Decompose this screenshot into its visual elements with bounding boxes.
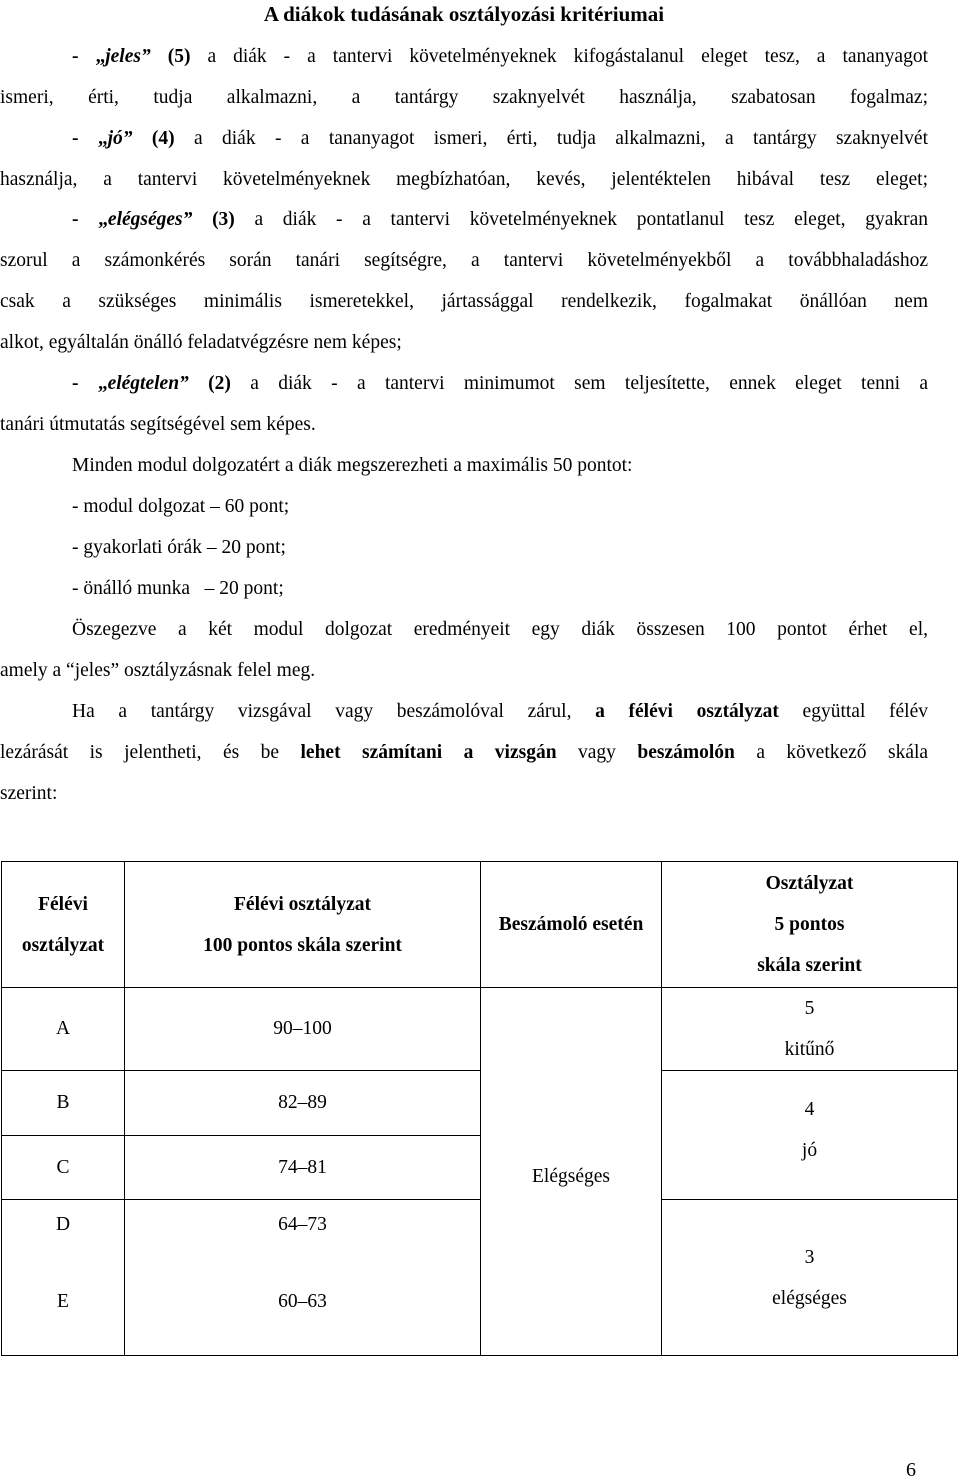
point-range: 74–81 bbox=[125, 1136, 481, 1200]
criterion-jeles-line2: ismeri, érti, tudja alkalmazni, a tantárgy szaknyelvét használja, szabatosan fogalmaz; bbox=[0, 87, 928, 108]
modul-item-onallo: - önálló munka – 20 pont; bbox=[72, 578, 284, 599]
page-number: 6 bbox=[906, 1459, 916, 1481]
modul-summary-line2: amely a “jeles” osztályzásnak felel meg. bbox=[0, 660, 316, 681]
criterion-elegseges-line1: - „elégséges” (3) a diák - a tantervi követelményeknek pontatlanul tesz eleget, gyakran bbox=[72, 209, 928, 230]
page-title: A diákok tudásának osztályozási kritériumai bbox=[263, 2, 665, 26]
header-5-pontos: Osztályzat 5 pontos skála szerint bbox=[662, 862, 958, 988]
header-100-pontos: Félévi osztályzat 100 pontos skála szerint bbox=[125, 862, 481, 988]
table-row bbox=[2, 988, 958, 1071]
modul-summary-line1: Öszegezve a két modul dolgozat eredményeit egy diák összesen 100 pontot érhet el, bbox=[72, 619, 928, 640]
grading-table bbox=[1, 861, 958, 1356]
criterion-elegtelen-line1: - „elégtelen” (2) a diák - a tantervi minimumot sem teljesítette, ennek eleget tenni a bbox=[72, 373, 929, 394]
header-beszamolo: Beszámoló esetén bbox=[481, 862, 662, 988]
criterion-elegtelen-prefix: - „elégtelen” (2) bbox=[72, 373, 231, 394]
criterion-jo-line1: - „jó” (4) a diák - a tananyagot ismeri, érti, tudja alkalmazni, a tantárgy szaknyelvét bbox=[72, 128, 928, 149]
criterion-elegtelen-line2: tanári útmutatás segítségével sem képes. bbox=[0, 414, 316, 435]
point-range: 60–63 bbox=[125, 1250, 481, 1356]
criterion-jeles-line1: - „jeles” (5) a diák - a tantervi követelményeknek kifogástalanul eleget tesz, a tananyagot bbox=[72, 46, 929, 67]
criterion-elegseges-line2: szorul a számonkérés során tanári segítségre, a tantervi követelményekből a továbbhaladáshoz bbox=[0, 250, 928, 271]
criterion-elegseges-line4: alkot, egyáltalán önálló feladatvégzésre nem képes; bbox=[0, 332, 402, 353]
header-felevi-osztalyzat: Félévi osztályzat bbox=[2, 862, 125, 988]
criterion-jo-prefix: - „jó” (4) bbox=[72, 128, 175, 149]
grade-letter: B bbox=[2, 1071, 125, 1136]
beszamolo-value: Elégséges bbox=[481, 988, 662, 1356]
grade-letter: C bbox=[2, 1136, 125, 1200]
criterion-elegseges-prefix: - „elégséges” (3) bbox=[72, 209, 235, 230]
grade-letter: E bbox=[2, 1250, 125, 1356]
table-row bbox=[2, 1071, 958, 1136]
grade-5: 5 kitűnő bbox=[662, 988, 958, 1071]
felevi-line1: Ha a tantárgy vizsgával vagy beszámolóval zárul, a félévi osztályzat együttal félév bbox=[72, 701, 928, 722]
criterion-jeles-prefix: - „jeles” (5) bbox=[72, 46, 191, 67]
grade-4: 4 jó bbox=[662, 1071, 958, 1200]
grade-3: 3 elégséges bbox=[662, 1200, 958, 1356]
table-row bbox=[2, 1200, 958, 1250]
grade-letter: D bbox=[2, 1200, 125, 1250]
modul-item-dolgozat: - modul dolgozat – 60 pont; bbox=[72, 496, 290, 517]
felevi-line3: szerint: bbox=[0, 783, 58, 804]
table-header-row bbox=[2, 862, 958, 988]
point-range: 90–100 bbox=[125, 988, 481, 1071]
point-range: 64–73 bbox=[125, 1200, 481, 1250]
criterion-jo-line2: használja, a tantervi követelményeknek megbízhatóan, kevés, jelentéktelen hibával tesz eleget; bbox=[0, 169, 928, 190]
grade-letter: A bbox=[2, 988, 125, 1071]
felevi-line2: lezárását is jelentheti, és be lehet számítani a vizsgán vagy beszámolón a következő skála bbox=[0, 742, 929, 763]
criterion-elegseges-line3: csak a szükséges minimális ismeretekkel, jártassággal rendelkezik, fogalmakat önállóan nem bbox=[0, 291, 928, 312]
point-range: 82–89 bbox=[125, 1071, 481, 1136]
modul-item-gyakorlati: - gyakorlati órák – 20 pont; bbox=[72, 537, 286, 558]
modul-intro: Minden modul dolgozatért a diák megszerezheti a maximális 50 pontot: bbox=[72, 455, 633, 476]
